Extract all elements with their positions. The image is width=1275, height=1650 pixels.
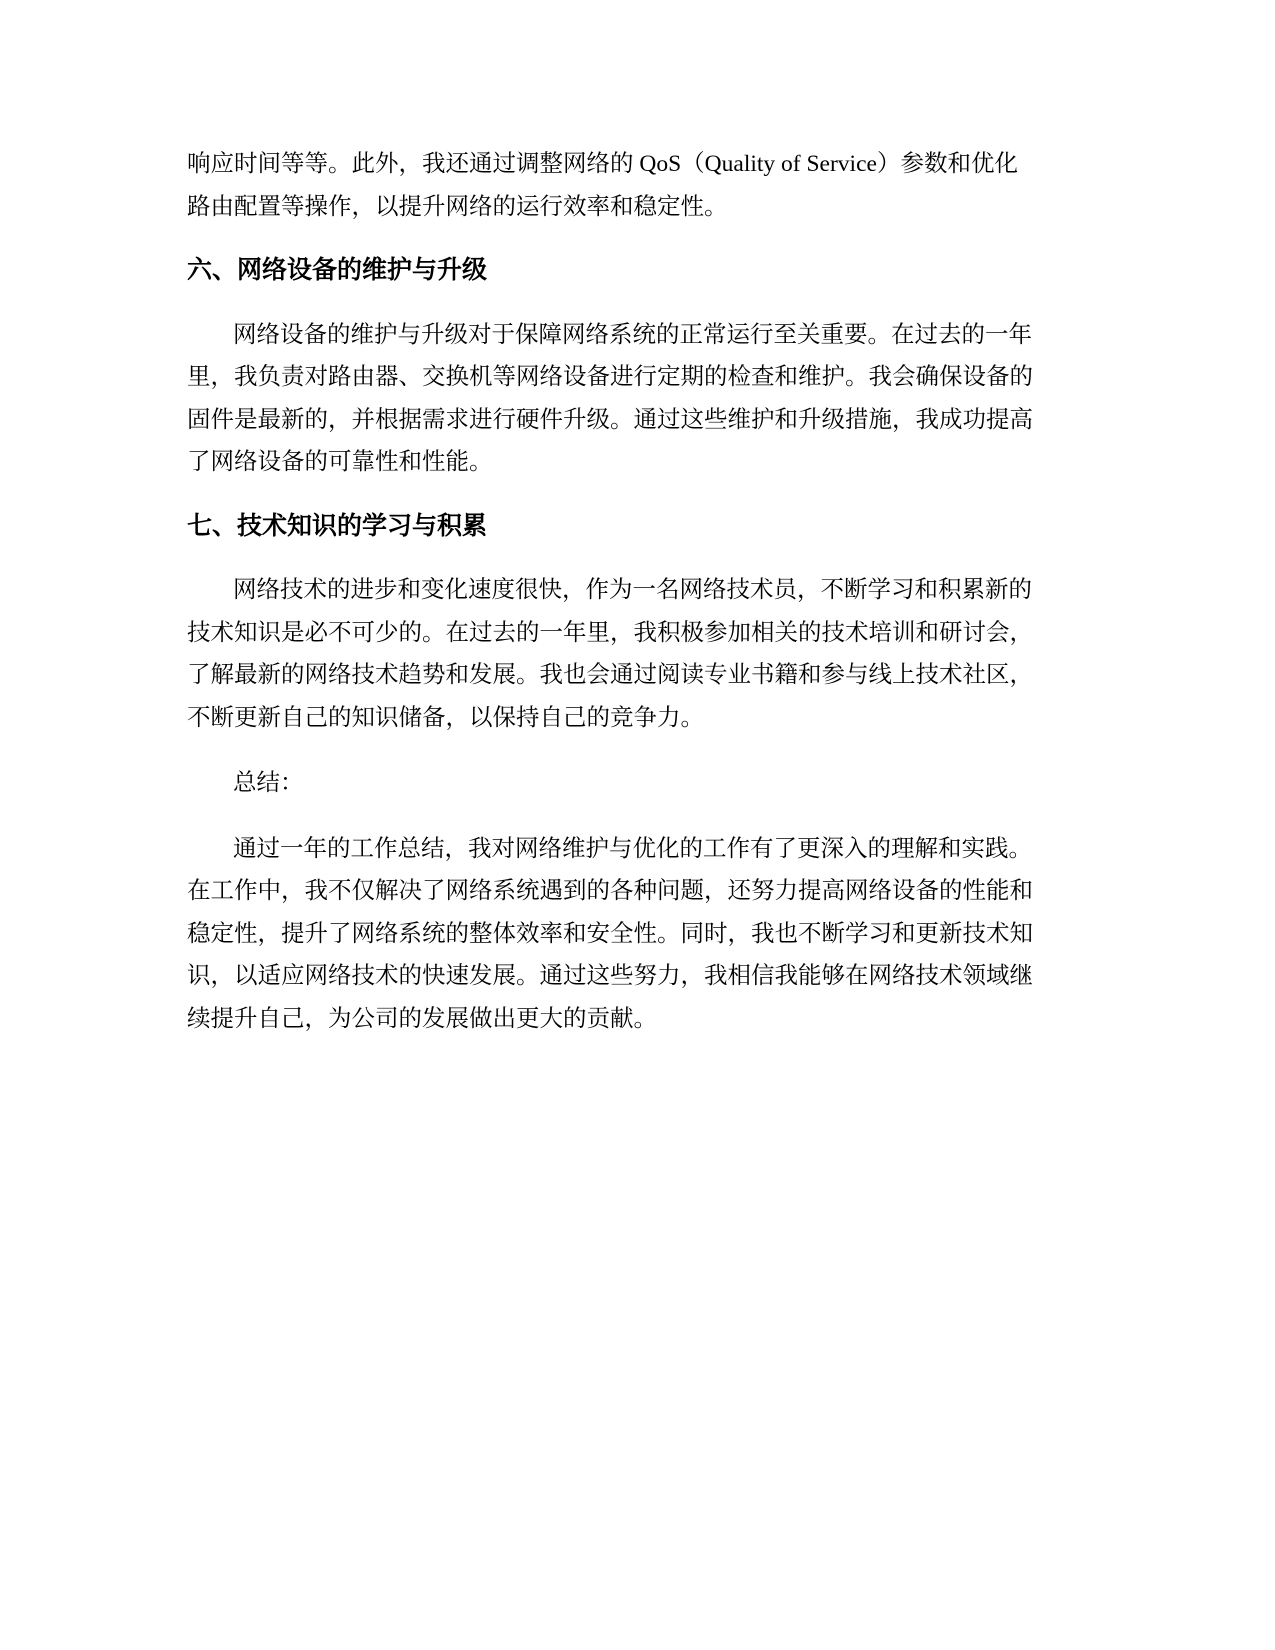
summary-label: 总结：: [233, 770, 304, 796]
paragraph-line: 路由配置等操作，以提升网络的运行效率和稳定性。: [187, 193, 728, 220]
spacer: [187, 484, 1092, 505]
paragraph-line: 里，我负责对路由器、交换机等网络设备进行定期的检查和维护。我会确保设备的: [187, 364, 1033, 390]
paragraph-line: 响应时间等等。此外，我还通过调整网络的 QoS（Quality of Service）参数和优化: [187, 151, 1018, 177]
paragraph-line: 通过一年的工作总结，我对网络维护与优化的工作有了更深入的理解和实践。: [233, 835, 1032, 862]
paragraph-line: 技术知识是必不可少的。在过去的一年里，我积极参加相关的技术培训和研讨会，: [187, 619, 1033, 646]
spacer: [187, 292, 1092, 314]
spacer: [187, 547, 1092, 569]
document-body: [187, 143, 1092, 1040]
intro-paragraph: [187, 143, 1092, 228]
paragraph-line: 网络技术的进步和变化速度很快，作为一名网络技术员，不断学习和积累新的: [233, 577, 1032, 603]
paragraph-line: 在工作中，我不仅解决了网络系统遇到的各种问题，还努力提高网络设备的性能和: [187, 878, 1033, 904]
paragraph-line: 了网络设备的可靠性和性能。: [187, 449, 493, 475]
paragraph-line: 不断更新自己的知识储备，以保持自己的竞争力。: [187, 704, 704, 731]
paragraph-line: 续提升自己，为公司的发展做出更大的贡献。: [187, 1005, 657, 1032]
paragraph-line: 固件是最新的，并根据需求进行硬件升级。通过这些维护和升级措施，我成功提高: [187, 406, 1033, 433]
paragraph-line: 了解最新的网络技术趋势和发展。我也会通过阅读专业书籍和参与线上技术社区，: [187, 662, 1033, 688]
section-6-heading: 六、网络设备的维护与升级: [187, 256, 488, 284]
spacer: [187, 805, 1092, 828]
spacer: [187, 228, 1092, 249]
spacer: [187, 739, 1092, 762]
paragraph-line: 网络设备的维护与升级对于保障网络系统的正常运行至关重要。在过去的一年: [233, 321, 1032, 348]
summary-paragraph: [187, 828, 1092, 1041]
section-6-paragraph: [187, 314, 1092, 484]
paragraph-line: 稳定性，提升了网络系统的整体效率和安全性。同时，我也不断学习和更新技术知: [187, 920, 1033, 947]
summary-label-paragraph: [187, 762, 1092, 805]
paragraph-line: 识，以适应网络技术的快速发展。通过这些努力，我相信我能够在网络技术领域继: [187, 963, 1033, 989]
section-7-paragraph: [187, 569, 1092, 739]
section-7-heading: 七、技术知识的学习与积累: [187, 511, 488, 540]
